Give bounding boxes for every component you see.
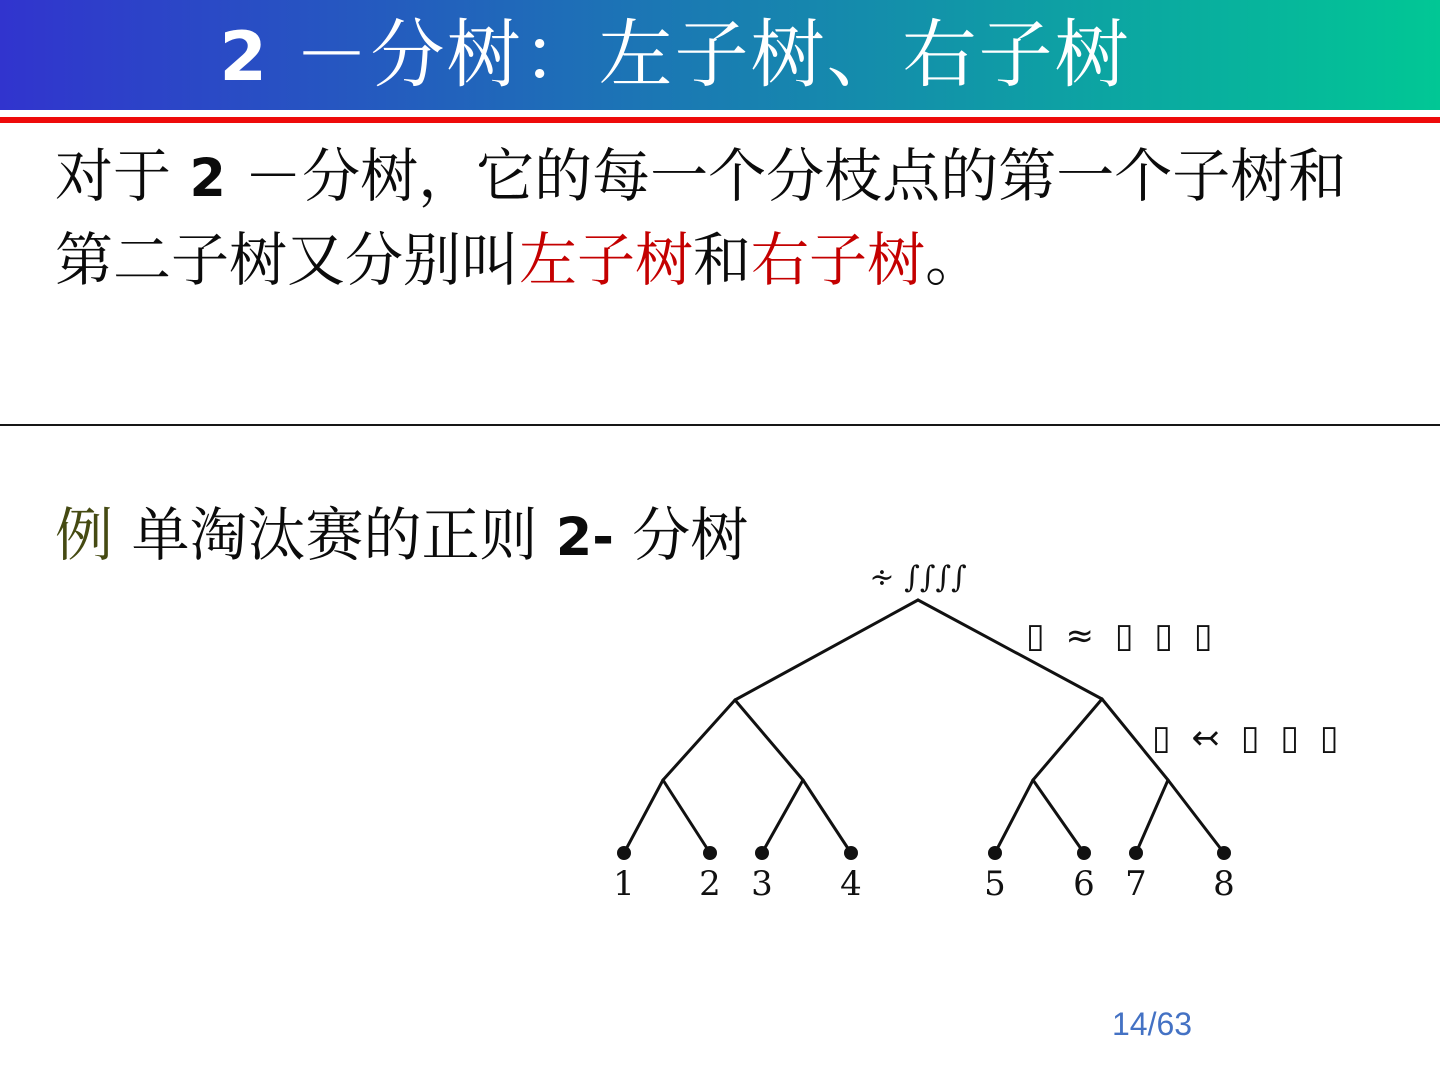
tree-edge (735, 600, 918, 700)
paragraph-segment: 对于 (55, 142, 190, 210)
tree-root-label: ∻ ∫∫∫∫ (869, 560, 967, 595)
tree-edge (803, 780, 851, 853)
paragraph-number: 2 (189, 149, 226, 209)
example-number: 2- (555, 508, 614, 568)
tree-edge (624, 780, 663, 853)
example-text: 单淘汰赛的正则 (113, 501, 556, 569)
leaf-node-dot (1129, 846, 1143, 860)
tree-edge (735, 700, 803, 780)
paragraph-segment: 和 (693, 226, 752, 295)
tree-edge (1136, 780, 1168, 853)
title-text: －分树：左子树、右子树 (268, 11, 1131, 98)
example-marker: 例 (55, 501, 114, 569)
leaf-node-label: 7 (1125, 864, 1147, 904)
paragraph-segment: 第二子树又分别叫 (55, 226, 520, 295)
leaf-node-dot (1217, 846, 1231, 860)
leaf-node-dot (703, 846, 717, 860)
leaf-node-dot (617, 846, 631, 860)
tree-edge (762, 780, 803, 853)
leaf-node-dot (988, 846, 1002, 860)
leaf-node-dot (1077, 846, 1091, 860)
title-number: 2 (219, 17, 269, 97)
leaf-node-dot (844, 846, 858, 860)
tree-edge (1033, 780, 1084, 853)
leaf-node-label: 1 (613, 864, 635, 904)
leaf-node-label: 8 (1213, 864, 1235, 904)
tree-edge (995, 780, 1033, 853)
left-subtree-term: 左子树 (519, 226, 694, 295)
tree-annotation-upper: ▯ ≈ ▯ ▯ ▯ (1026, 616, 1218, 656)
tree-annotation-lower: ▯ ↢ ▯ ▯ ▯ (1152, 718, 1344, 758)
paragraph-segment: 。 (925, 226, 984, 295)
leaf-node-label: 5 (984, 864, 1006, 904)
leaf-node-label: 6 (1073, 864, 1095, 904)
leaf-node-label: 3 (751, 864, 773, 904)
tree-edge (663, 700, 735, 780)
example-text: 分树 (613, 501, 749, 569)
tree-edge (1168, 780, 1224, 853)
leaf-node-label: 2 (699, 864, 721, 904)
right-subtree-term: 右子树 (751, 226, 926, 295)
leaf-node-dot (755, 846, 769, 860)
page-number: 14/63 (1112, 1006, 1193, 1042)
paragraph-segment: －分树，它的每一个分枝点的第一个子树和 (225, 142, 1347, 210)
tree-edge (663, 780, 710, 853)
tree-edge (1033, 699, 1102, 780)
leaf-node-label: 4 (840, 864, 862, 904)
